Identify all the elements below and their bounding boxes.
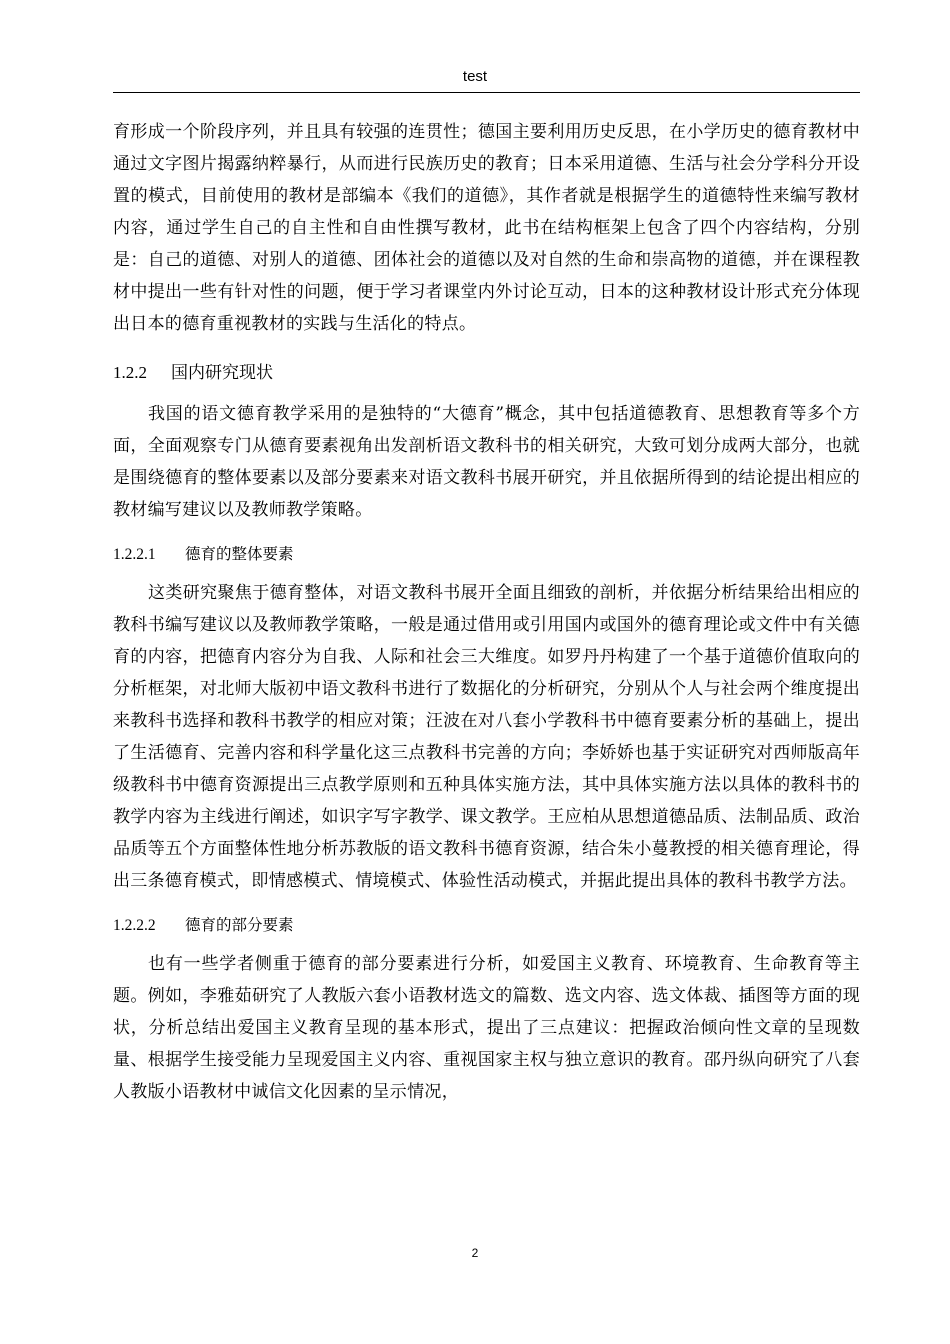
section-number: 1.2.2.1 [113, 546, 156, 563]
page-number: 2 [471, 1246, 479, 1260]
section-number: 1.2.2.2 [113, 917, 156, 934]
section-number: 1.2.2 [113, 363, 147, 382]
page-body [113, 116, 860, 1108]
section-title: 德育的整体要素 [185, 545, 294, 563]
page-header: test [462, 68, 488, 85]
paragraph-whole-elements: 这类研究聚焦于德育整体，对语文教科书展开全面且细致的剖析，并依据分析结果给出相应的教科书编写建议以及教师教学策略，一般是通过借用或引用国内或国外的德育理论或文件中有关德育的内容，把德育内容分为自我、人际和社会三大维度。如罗丹丹构建了一个基于道德价值取向的分析框架，对北师大版初中语文教科书进行了数据化的分析研究，分别从个人与社会两个维度提出来教科书选择和教科书教学的相应对策；汪波在对八套小学教科书中德育要素分析的基础上，提出了生活德育、完善内容和科学量化这三点教科书完善的方向；李娇娇也基于实证研究对西师版高年级教科书中德育资源提出三点教学原则和五种具体实施方法，其中具体实施方法以具体的教科书的教学内容为主线进行阐述，如识字写字教学、课文教学。王应柏从思想道德品质、法制品质、政治品质等五个方面整体性地分析苏教版的语文教科书德育资源，结合朱小蔓教授的相关德育理论，得出三条德育模式，即情感模式、情境模式、体验性活动模式，并据此提出具体的教科书教学方法。 [113, 583, 860, 891]
section-heading-1-2-2 [113, 360, 860, 386]
header-divider [113, 92, 860, 93]
section-heading-1-2-2-1 [113, 542, 860, 567]
section-title: 德育的部分要素 [185, 916, 294, 934]
paragraph-partial-elements: 也有一些学者侧重于德育的部分要素进行分析，如爱国主义教育、环境教育、生命教育等主题。例如，李雅茹研究了人教版六套小语教材选文的篇数、选文内容、选文体裁、插图等方面的现状，分析总结出爱国主义教育呈现的基本形式，提出了三点建议：把握政治倾向性文章的呈现数量、根据学生接受能力呈现爱国主义内容、重视国家主权与独立意识的教育。邵丹纵向研究了八套人教版小语教材中诚信文化因素的呈示情况， [113, 954, 860, 1102]
paragraph-foreign-textbooks: 育形成一个阶段序列，并且具有较强的连贯性；德国主要利用历史反思，在小学历史的德育教材中通过文字图片揭露纳粹暴行，从而进行民族历史的教育；日本采用道德、生活与社会分学科分开设置的模式，目前使用的教材是部编本《我们的道德》，其作者就是根据学生的道德特性来编写教材内容，通过学生自己的自主性和自由性撰写教材，此书在结构框架上包含了四个内容结构，分别是：自己的道德、对别人的道德、团体社会的道德以及对自然的生命和崇高物的道德，并在课程教材中提出一些有针对性的问题，便于学习者课堂内外讨论互动，日本的这种教材设计形式充分体现出日本的德育重视教材的实践与生活化的特点。 [113, 122, 860, 334]
paragraph-domestic-overview: 我国的语文德育教学采用的是独特的“大德育”概念，其中包括道德教育、思想教育等多个方面，全面观察专门从德育要素视角出发剖析语文教科书的相关研究，大致可划分成两大部分，也就是围绕德育的整体要素以及部分要素来对语文教科书展开研究，并且依据所得到的结论提出相应的教材编写建议以及教师教学策略。 [113, 404, 860, 520]
section-title: 国内研究现状 [171, 363, 273, 383]
section-heading-1-2-2-2 [113, 913, 860, 938]
